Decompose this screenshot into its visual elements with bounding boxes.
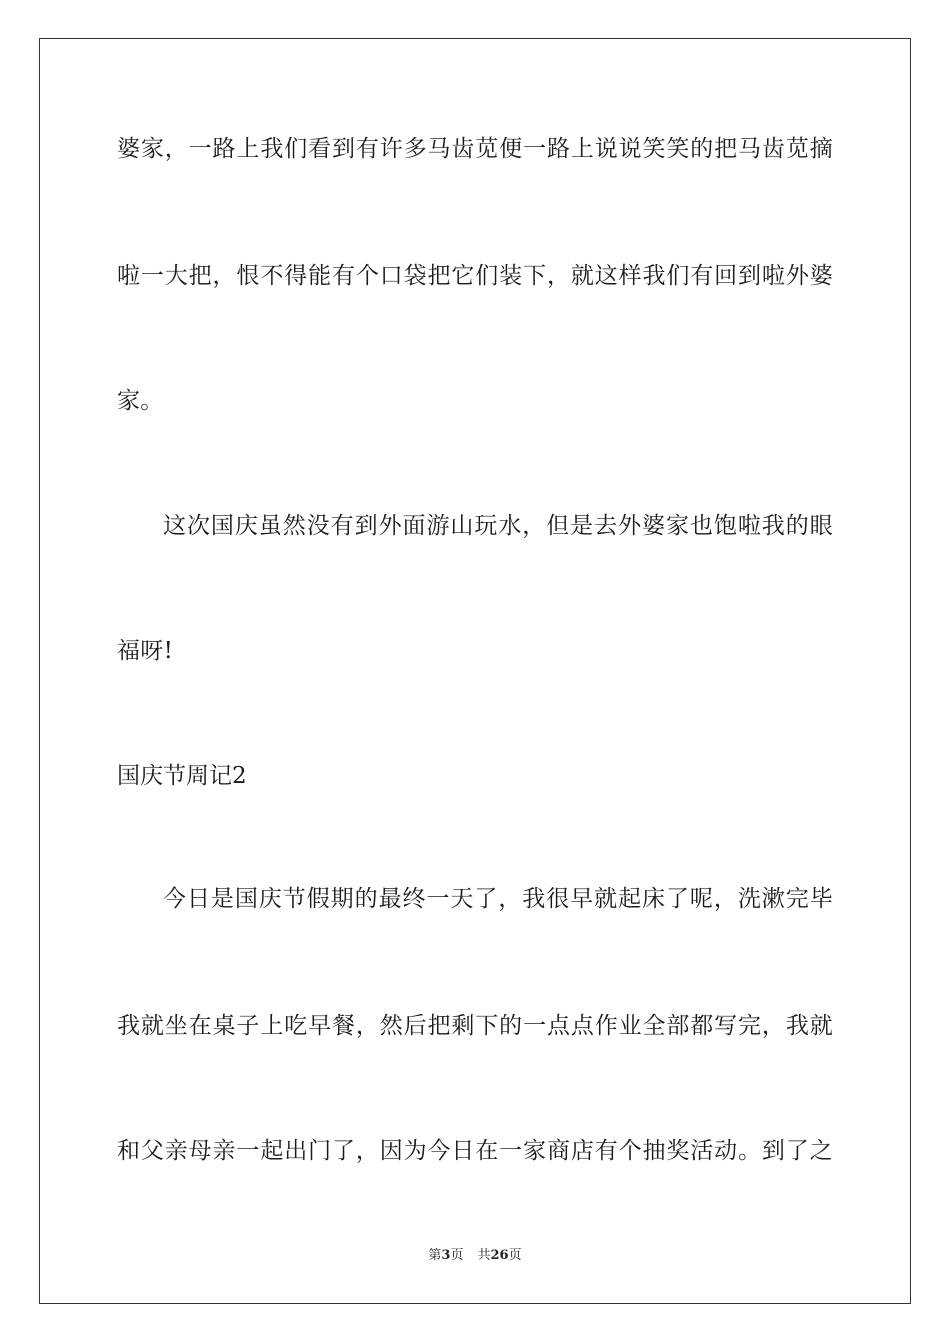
paragraph-line-6: 今日是国庆节假期的最终一天了，我很早就起床了呢，洗漱完毕	[163, 886, 833, 912]
page-border	[39, 38, 911, 1304]
paragraph-line-1: 婆家，一路上我们看到有许多马齿苋便一路上说说笑笑的把马齿苋摘	[117, 136, 833, 162]
paragraph-line-4: 这次国庆虽然没有到外面游山玩水，但是去外婆家也饱啦我的眼	[163, 513, 833, 539]
page-footer	[0, 1247, 950, 1265]
total-prefix: 共	[477, 1248, 491, 1263]
paragraph-line-2: 啦一大把，恨不得能有个口袋把它们装下，就这样我们有回到啦外婆	[117, 263, 833, 289]
paragraph-line-7: 我就坐在桌子上吃早餐，然后把剩下的一点点作业全部都写完，我就	[117, 1013, 833, 1039]
page-prefix: 第	[428, 1248, 442, 1263]
total-suffix: 页	[508, 1248, 522, 1263]
paragraph-line-8: 和父亲母亲一起出门了，因为今日在一家商店有个抽奖活动。到了之	[117, 1138, 833, 1164]
page-number: 3	[441, 1248, 451, 1263]
total-pages: 26	[490, 1248, 509, 1263]
paragraph-line-5: 福呀!	[117, 638, 174, 664]
paragraph-line-3: 家。	[117, 388, 164, 414]
page-suffix: 页	[450, 1248, 464, 1263]
section-heading: 国庆节周记2	[117, 763, 247, 789]
